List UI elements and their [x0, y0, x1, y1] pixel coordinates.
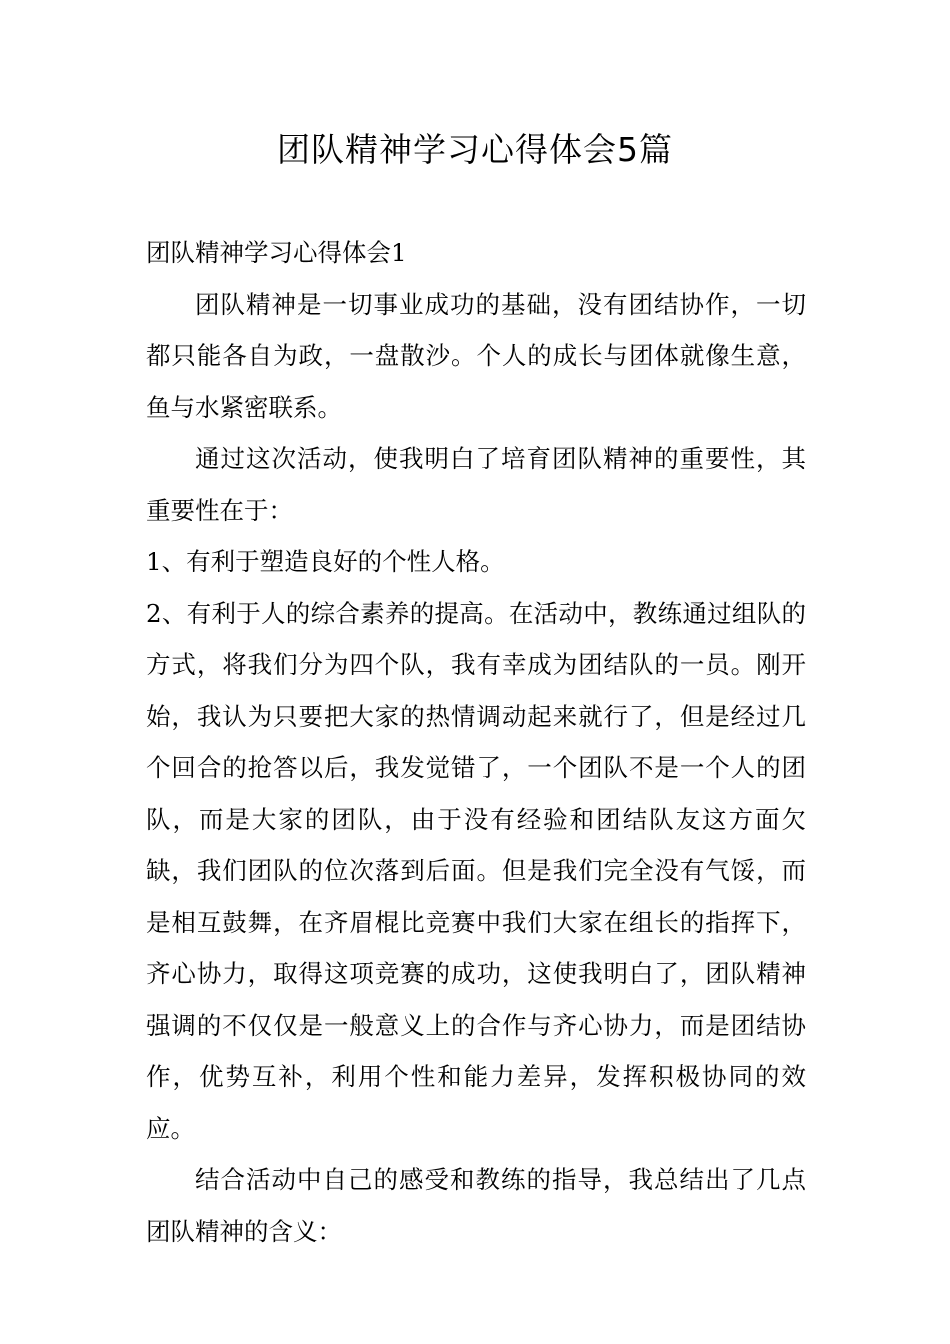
list-item-2: 2、有利于人的综合素养的提高。在活动中，教练通过组队的方式，将我们分为四个队，我有幸成为团结队的一员。刚开始，我认为只要把大家的热情调动起来就行了，但是经过几个回合的抢答以后，我发觉错了，一个团队不是一个人的团队，而是大家的团队，由于没有经验和团结队友这方面欠缺，我们团队的位次落到后面。但是我们完全没有气馁，而是相互鼓舞，在齐眉棍比竞赛中我们大家在组长的指挥下，齐心协力，取得这项竞赛的成功，这使我明白了，团队精神强调的不仅仅是一般意义上的合作与齐心协力，而是团结协作，优势互补，利用个性和能力差异，发挥积极协同的效应。 [146, 598, 806, 1143]
document-body [146, 227, 806, 1257]
document-title: 团队精神学习心得体会5篇 [277, 130, 673, 169]
paragraph-intro: 团队精神是一切事业成功的基础，没有团结协作，一切都只能各自为政，一盘散沙。个人的成长与团体就像生意，鱼与水紧密联系。 [146, 289, 806, 422]
paragraph-summary: 结合活动中自己的感受和教练的指导，我总结出了几点团队精神的含义： [146, 1165, 806, 1246]
section-heading: 团队精神学习心得体会1 [146, 238, 407, 267]
paragraph-importance: 通过这次活动，使我明白了培育团队精神的重要性，其重要性在于： [146, 444, 806, 525]
list-item-1: 1、有利于塑造良好的个性人格。 [146, 547, 505, 576]
